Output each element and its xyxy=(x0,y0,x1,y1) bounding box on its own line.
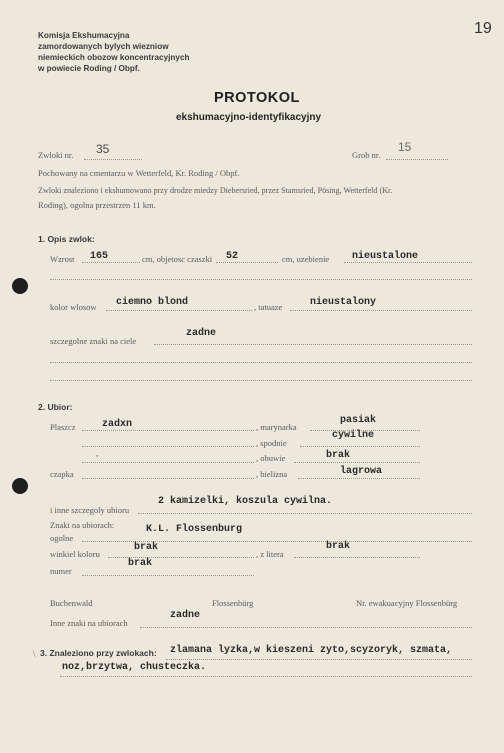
header-line: niemieckich obozow koncentracyjnych xyxy=(38,53,190,62)
teeth-label: cm, uzebienie xyxy=(282,254,330,264)
hair-color-label: kolor wlosow xyxy=(50,302,97,312)
header-line: Komisja Ekshumacyjna xyxy=(38,31,130,40)
found-items-value-2: noz,brzytwa, chusteczka. xyxy=(62,662,207,673)
burial-place-text: Pochowany na cmentarzu w Wetterfeld, Kr. Roding / Obpf. xyxy=(38,168,240,178)
dotted-line xyxy=(138,513,472,514)
tattoo-value: nieustalony xyxy=(310,297,377,308)
header-line: w powiecie Roding / Obpf. xyxy=(38,64,140,73)
document-subtitle: ekshumacyjno-identyfikacyjny xyxy=(176,112,322,123)
dotted-line xyxy=(82,262,140,263)
comma-mark: , xyxy=(96,448,99,458)
general-signs-label: ogolne xyxy=(50,533,74,543)
dotted-line xyxy=(294,557,420,558)
dotted-line xyxy=(50,279,472,280)
trousers-label: , spodnie xyxy=(256,438,287,448)
underwear-value: lagrowa xyxy=(340,466,383,477)
dotted-line xyxy=(216,262,278,263)
other-details-value: 2 kamizelki, koszula cywilna. xyxy=(158,496,333,507)
grave-number-value: 15 xyxy=(398,140,412,154)
triangle-letter-label: , z litera xyxy=(256,549,284,559)
document-title: PROTOKOL xyxy=(214,90,300,106)
shoes-value: brak xyxy=(326,450,351,461)
hair-color-value: ciemno blond xyxy=(116,297,189,308)
height-value: 165 xyxy=(90,251,109,262)
skull-label: cm, objetosc czaszki xyxy=(142,254,213,264)
skull-value: 52 xyxy=(226,251,239,262)
dotted-line xyxy=(50,380,472,381)
marks-value: zadne xyxy=(186,328,217,339)
triangle-color-label: winkiel koloru xyxy=(50,549,100,559)
punch-hole xyxy=(12,278,28,294)
dotted-line xyxy=(60,676,472,677)
section-body-description: 1. Opis zwlok: xyxy=(38,234,95,244)
found-place-text-2: Roding), ogolna przestrzen 11 km. xyxy=(38,200,156,210)
dotted-line xyxy=(344,262,472,263)
dotted-line xyxy=(386,159,448,160)
other-signs-label: Inne znaki na ubiorach xyxy=(50,618,128,628)
dotted-line xyxy=(300,446,420,447)
page-number: 19 xyxy=(474,20,492,37)
dotted-line xyxy=(290,310,472,311)
header-commission xyxy=(38,30,190,74)
camp-buchenwald-label: Buchenwald xyxy=(50,598,93,608)
header-line: zamordowanych bylych wiezniow xyxy=(38,42,169,51)
dotted-line xyxy=(294,462,420,463)
evacuation-number-label: Nr. ewakuacyjny Flossenbürg xyxy=(356,598,458,608)
clothing-signs-label: Znaki na ubiorach: xyxy=(50,520,115,530)
dotted-line xyxy=(166,659,472,660)
coat-value: zadxn xyxy=(102,419,133,430)
found-items-label: 3. Znaleziono przy zwlokach: xyxy=(40,648,157,658)
dotted-line xyxy=(82,462,254,463)
coat-label: Plaszcz xyxy=(50,422,76,432)
cap-label: czapka xyxy=(50,469,74,479)
tattoo-label: , tatuaze xyxy=(254,302,283,312)
dotted-line xyxy=(50,362,472,363)
clothing-signs-value: K.L. Flossenburg xyxy=(146,524,243,535)
height-label: Wzrost xyxy=(50,254,75,264)
shoes-label: , obuwie xyxy=(256,453,286,463)
dotted-line xyxy=(84,159,142,160)
dotted-line xyxy=(82,575,254,576)
margin-mark: \ xyxy=(33,649,36,659)
dotted-line xyxy=(82,430,254,431)
body-number-value: 35 xyxy=(96,142,110,156)
dotted-line xyxy=(154,344,472,345)
jacket-value: pasiak xyxy=(340,415,377,426)
marks-label: szczegolne znaki na ciele xyxy=(50,336,137,346)
body-number-label: Zwloki nr. xyxy=(38,150,74,160)
triangle-letter-value: brak xyxy=(326,541,351,552)
section-clothing: 2. Ubior: xyxy=(38,402,73,412)
number-label: numer xyxy=(50,566,72,576)
jacket-label: , marynarka xyxy=(256,422,297,432)
other-signs-value: zadne xyxy=(170,610,201,621)
teeth-value: nieustalone xyxy=(352,251,419,262)
trousers-value: cywilne xyxy=(332,430,375,441)
found-items-value-1: zlamana lyzka,w kieszeni zyto,scyzoryk, szmata, xyxy=(170,645,453,656)
underwear-label: , bielizna xyxy=(256,469,288,479)
dotted-line xyxy=(82,478,254,479)
dotted-line xyxy=(298,478,420,479)
triangle-color-value: brak xyxy=(134,542,159,553)
dotted-line xyxy=(106,310,252,311)
dotted-line xyxy=(82,446,254,447)
camp-flossenburg-label: Flossenbürg xyxy=(212,598,254,608)
grave-number-label: Grob nr. xyxy=(352,150,381,160)
dotted-line xyxy=(140,627,472,628)
punch-hole xyxy=(12,478,28,494)
other-details-label: i inne szczegoly ubioru xyxy=(50,505,130,515)
number-value: brak xyxy=(128,558,153,569)
found-place-text-1: Zwloki znaleziono i ekshumowano przy drodze miedzy Diebersried, przez Stamsried, Pösing, Wetterfeld (Kr. xyxy=(38,186,393,195)
